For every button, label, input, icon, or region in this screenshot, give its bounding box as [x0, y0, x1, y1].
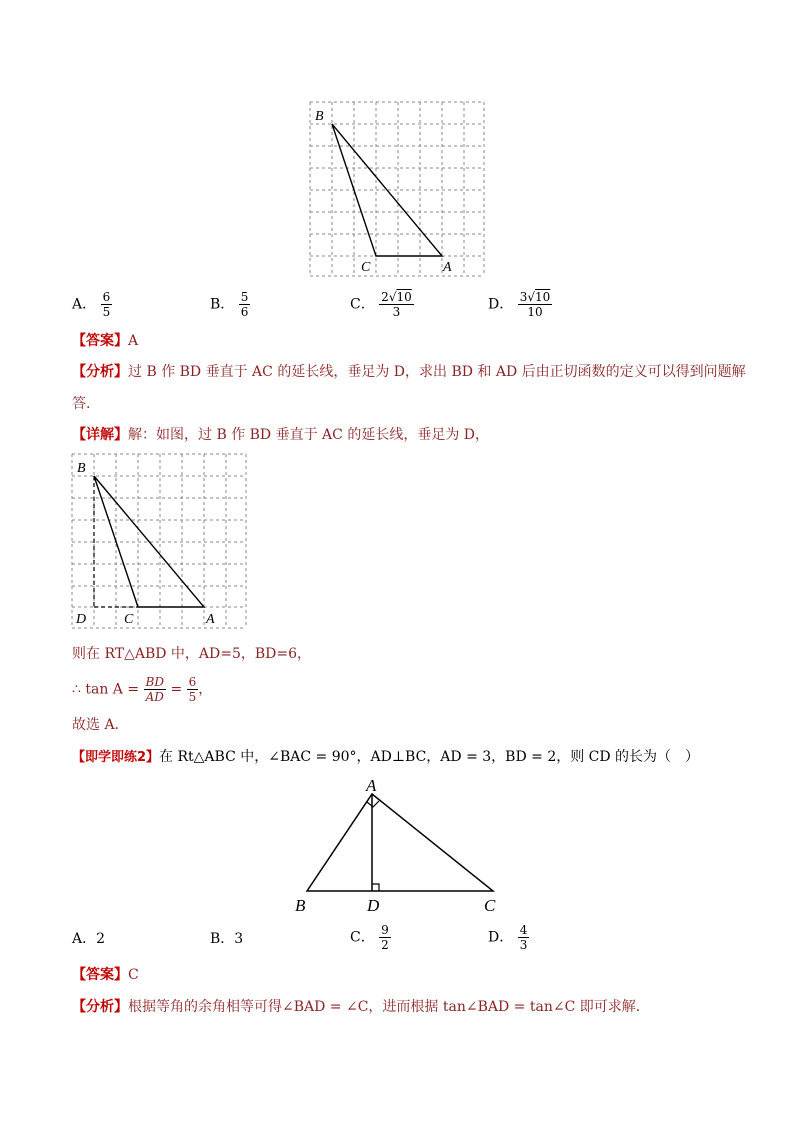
label-d-2: D	[76, 612, 87, 627]
step-1: 则在 RT△ABD 中，AD=5，BD=6，	[72, 646, 312, 662]
q2-option-b[interactable]: B．3	[210, 931, 244, 947]
analysis-1-line-2: 答.	[72, 396, 91, 412]
q1-option-b[interactable]: B． $\frac{5}{6}$	[210, 290, 249, 319]
q1-option-c[interactable]: C． $\frac{2√10}{3}$	[350, 290, 412, 319]
step-3: 故选 A．	[72, 717, 129, 733]
right-angle-mark-a	[367, 801, 379, 807]
q2-option-c[interactable]: C． $\frac{9}{2}$	[350, 923, 389, 952]
label-c-3: C	[484, 896, 496, 915]
figure-1-grid-triangle	[300, 98, 490, 280]
detail-1: 【详解】解：如图，过 B 作 BD 垂直于 AC 的延长线，垂足为 D，	[72, 427, 489, 443]
q1-option-d[interactable]: D． $\frac{3√10}{10}$	[488, 290, 551, 319]
analysis-1-line-1: 【分析】过 B 作 BD 垂直于 AC 的延长线，垂足为 D，求出 BD 和 AD 后由正切函数的定义可以得到问题解	[72, 364, 746, 380]
label-c-2: C	[124, 612, 134, 627]
figure-2-grid-triangle	[66, 450, 262, 632]
q2-option-a[interactable]: A．2	[72, 931, 106, 947]
q2-option-d[interactable]: D． $\frac{4}{3}$	[488, 923, 528, 952]
q1-option-a[interactable]: A． $\frac{6}{5}$	[72, 290, 111, 319]
answer-1: 【答案】A	[72, 333, 139, 349]
label-b: B	[315, 109, 324, 124]
answer-2: 【答案】C	[72, 967, 139, 983]
right-angle-mark-d	[372, 884, 379, 891]
label-c: C	[361, 260, 371, 275]
figure-3-right-triangle	[290, 772, 510, 920]
label-a-2: A	[206, 612, 215, 627]
question-2: 【即学即练2】在 Rt△ABC 中，∠BAC = 90°，AD⊥BC，AD = 3，BD = 2，则 CD 的长为（ ）	[72, 749, 700, 765]
label-b-2: B	[77, 461, 86, 476]
step-2: ∴ tan A = $\frac{BD}{AD}$ = $\frac{6}{5}$ ，	[72, 675, 213, 704]
label-d-3: D	[367, 896, 380, 915]
label-b-3: B	[295, 896, 306, 915]
label-a-3: A	[366, 776, 377, 795]
analysis-2: 【分析】根据等角的余角相等可得∠BAD = ∠C，进而根据 tan∠BAD = tan∠C 即可求解．	[72, 999, 650, 1015]
label-a: A	[443, 260, 452, 275]
triangle-abc-3	[307, 794, 493, 891]
